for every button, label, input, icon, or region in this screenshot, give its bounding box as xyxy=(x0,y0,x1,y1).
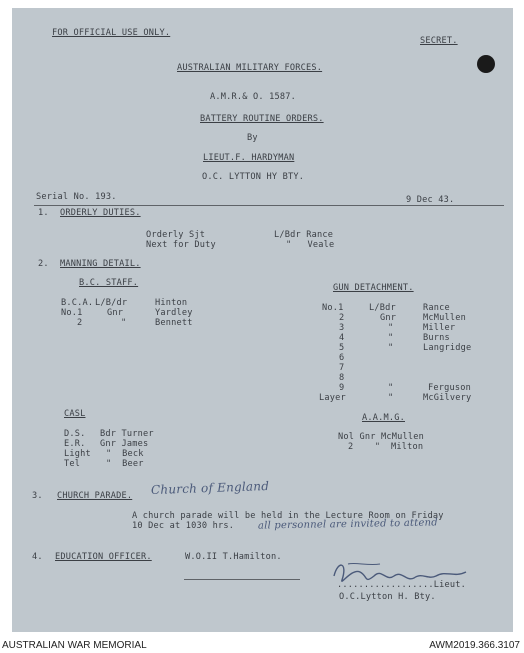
aamg-heading: A.A.M.G. xyxy=(362,413,405,423)
gun-rank: " xyxy=(388,323,394,333)
casl-pos: D.S. xyxy=(64,429,86,439)
gun-name: Langridge xyxy=(423,343,472,353)
gun-pos: 8 xyxy=(339,373,345,383)
bc-name: Hinton xyxy=(155,298,188,308)
document-sheet xyxy=(12,8,513,632)
gun-pos: 6 xyxy=(339,353,345,363)
gun-pos: 7 xyxy=(339,363,345,373)
bc-name: Bennett xyxy=(155,318,193,328)
casl-name: " Beer xyxy=(106,459,144,469)
punch-hole xyxy=(477,55,495,73)
gun-pos: No.1 xyxy=(322,303,344,313)
bc-staff-heading: B.C. STAFF. xyxy=(79,278,139,288)
aamg-row: Nol Gnr McMullen xyxy=(338,432,424,442)
gun-name: Burns xyxy=(423,333,450,343)
document-title: BATTERY ROUTINE ORDERS. xyxy=(200,114,324,124)
gun-pos: 3 xyxy=(339,323,345,333)
education-officer-name: W.O.II T.Hamilton. xyxy=(185,552,282,562)
bc-rank: Gnr xyxy=(107,308,124,318)
gun-name: McMullen xyxy=(423,313,466,323)
gun-detachment-heading: GUN DETACHMENT. xyxy=(333,283,414,293)
serial-number: Serial No. 193. xyxy=(36,192,117,202)
order-date: 9 Dec 43. xyxy=(406,195,455,205)
closing-rule xyxy=(184,579,300,580)
bc-rank: L/B/dr xyxy=(95,298,128,308)
next-duty-value: " Veale xyxy=(286,240,335,250)
by-label: By xyxy=(247,133,258,143)
section-2-heading: MANNING DETAIL. xyxy=(60,259,141,269)
footer-right: AWM2019.366.3107 xyxy=(429,640,520,651)
official-use-label: FOR OFFICIAL USE ONLY. xyxy=(52,28,171,38)
section-4-heading: EDUCATION OFFICER. xyxy=(55,552,152,562)
handwritten-note: Church of England xyxy=(150,478,270,498)
gun-rank: " xyxy=(388,383,394,393)
bc-name: Yardley xyxy=(155,308,193,318)
section-1-number: 1. xyxy=(38,208,49,218)
order-reference: A.M.R.& O. 1587. xyxy=(210,92,296,102)
gun-name: Miller xyxy=(423,323,456,333)
next-duty-label: Next for Duty xyxy=(146,240,216,250)
section-3-number: 3. xyxy=(32,491,43,501)
casl-heading: CASL xyxy=(64,409,86,419)
section-1-heading: ORDERLY DUTIES. xyxy=(60,208,141,218)
officer-name: LIEUT.F. HARDYMAN xyxy=(203,153,295,163)
signature-line: ..................Lieut. xyxy=(337,580,466,590)
gun-rank: L/Bdr xyxy=(369,303,396,313)
header-rule xyxy=(34,205,504,206)
gun-name: McGilvery xyxy=(423,393,472,403)
aamg-row: 2 " Milton xyxy=(348,442,424,452)
handwritten-addition: all personnel are invited to attend xyxy=(257,517,438,532)
signature-title: O.C.Lytton H. Bty. xyxy=(339,592,436,602)
secret-label: SECRET. xyxy=(420,36,458,46)
bc-pos: No.1 xyxy=(61,308,83,318)
casl-name: Bdr Turner xyxy=(100,429,154,439)
casl-pos: E.R. xyxy=(64,439,86,449)
casl-name: Gnr James xyxy=(100,439,149,449)
orderly-sjt-value: L/Bdr Rance xyxy=(274,230,334,240)
section-4-number: 4. xyxy=(32,552,43,562)
gun-rank: " xyxy=(388,333,394,343)
gun-rank: Gnr xyxy=(380,313,397,323)
section-2-number: 2. xyxy=(38,259,49,269)
unit-name: O.C. LYTTON HY BTY. xyxy=(202,172,305,182)
gun-pos: 5 xyxy=(339,343,345,353)
orderly-sjt-label: Orderly Sjt xyxy=(146,230,206,240)
gun-pos: 4 xyxy=(339,333,345,343)
bc-rank: " xyxy=(121,318,127,328)
gun-pos: Layer xyxy=(319,393,346,403)
casl-pos: Tel xyxy=(64,459,81,469)
church-parade-line-2: 10 Dec at 1030 hrs. xyxy=(132,521,235,531)
gun-rank: " xyxy=(388,343,394,353)
gun-rank: " xyxy=(388,393,394,403)
bc-pos: B.C.A. xyxy=(61,298,94,308)
footer-left: AUSTRALIAN WAR MEMORIAL xyxy=(2,640,147,651)
forces-heading: AUSTRALIAN MILITARY FORCES. xyxy=(177,63,323,73)
casl-name: " Beck xyxy=(106,449,144,459)
gun-name: Rance xyxy=(423,303,450,313)
gun-pos: 9 xyxy=(339,383,345,393)
church-parade-line-1: A church parade will be held in the Lecture Room on Friday xyxy=(132,511,444,521)
bc-pos: 2 xyxy=(77,318,83,328)
gun-pos: 2 xyxy=(339,313,345,323)
casl-pos: Light xyxy=(64,449,91,459)
section-3-heading: CHURCH PARADE. xyxy=(57,491,133,501)
gun-name: Ferguson xyxy=(428,383,471,393)
